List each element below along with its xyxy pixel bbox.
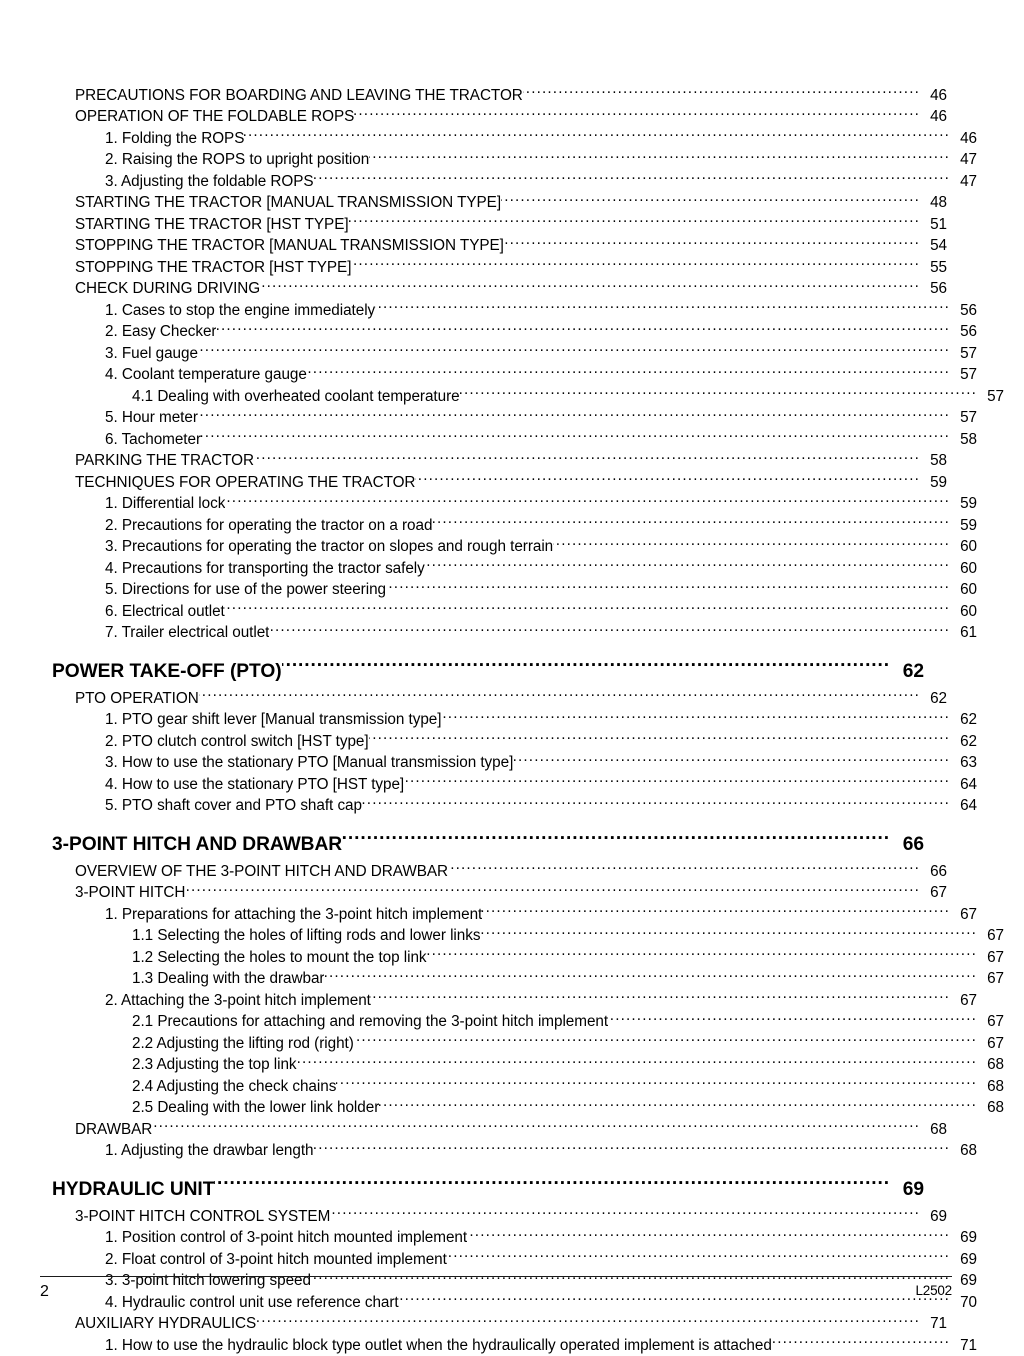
dot-leader — [441, 703, 950, 725]
toc-entry-page-number: 47 — [950, 149, 977, 171]
toc-entry[interactable] — [105, 358, 977, 380]
dot-leader — [386, 573, 950, 595]
toc-entry-page-number: 60 — [950, 536, 977, 558]
toc-entry-label: AUXILIARY HYDRAULICS — [75, 1313, 256, 1335]
dot-leader — [480, 919, 977, 941]
toc-entry-page-number: 62 — [890, 657, 924, 687]
toc-entry-label: 1.3 Dealing with the drawbar — [132, 968, 324, 990]
toc-entry[interactable] — [105, 703, 977, 725]
toc-entry-label: 5. Hour meter — [105, 407, 198, 429]
toc-entry-page-number: 67 — [977, 968, 1004, 990]
toc-entry-label: 2. Raising the ROPS to upright position — [105, 149, 369, 171]
toc-entry-page-number: 60 — [950, 601, 977, 623]
toc-entry[interactable] — [105, 508, 977, 530]
toc-entry[interactable] — [105, 422, 977, 444]
dot-leader — [460, 379, 977, 401]
dot-leader — [553, 530, 950, 552]
toc-entry-label: 3-POINT HITCH AND DRAWBAR — [52, 830, 342, 860]
dot-leader — [225, 594, 950, 616]
toc-entry-label: CHECK DURING DRIVING — [75, 278, 260, 300]
toc-entry-label: 1.1 Selecting the holes of lifting rods and lower links — [132, 925, 480, 947]
dot-leader — [282, 647, 890, 677]
toc-entry-page-number: 63 — [950, 752, 977, 774]
toc-entry-label: 1. Folding the ROPS — [105, 128, 244, 150]
toc-entry-label: 1. Cases to stop the engine immediately — [105, 300, 375, 322]
toc-entry-page-number: 68 — [950, 1140, 977, 1162]
dot-leader — [198, 401, 950, 423]
toc-entry[interactable] — [75, 78, 947, 100]
toc-entry-label: HYDRAULIC UNIT — [52, 1175, 214, 1205]
toc-entry[interactable] — [105, 594, 977, 616]
toc-entry-label: 2. Easy Checker — [105, 321, 216, 343]
toc-entry-page-number: 51 — [920, 214, 947, 236]
dot-leader — [379, 1091, 977, 1113]
toc-entry-page-number: 59 — [950, 515, 977, 537]
toc-entry[interactable] — [105, 487, 977, 509]
toc-chapter-entry[interactable] — [52, 1165, 924, 1195]
toc-entry-label: 3-POINT HITCH — [75, 882, 185, 904]
toc-entry-page-number: 68 — [977, 1097, 1004, 1119]
toc-entry-page-number: 61 — [950, 622, 977, 644]
dot-leader — [307, 358, 950, 380]
toc-entry-label: 6. Tachometer — [105, 429, 201, 451]
toc-entry-page-number: 69 — [890, 1175, 924, 1205]
toc-entry-label: TECHNIQUES FOR OPERATING THE TRACTOR — [75, 472, 415, 494]
toc-entry[interactable] — [75, 681, 947, 703]
toc-entry-label: 3. Adjusting the foldable ROPS — [105, 171, 314, 193]
toc-entry-label: 2. Precautions for operating the tractor on a road — [105, 515, 432, 537]
table-of-contents — [52, 78, 924, 1350]
dot-leader — [214, 1165, 890, 1195]
toc-chapter-entry[interactable] — [52, 647, 924, 677]
toc-entry-label: STARTING THE TRACTOR [HST TYPE] — [75, 214, 349, 236]
footer-page-number: 2 — [40, 1283, 49, 1301]
toc-entry-page-number: 57 — [950, 364, 977, 386]
toc-entry-page-number: 67 — [977, 1011, 1004, 1033]
toc-entry-page-number: 46 — [950, 128, 977, 150]
dot-leader — [362, 789, 950, 811]
toc-entry-page-number: 62 — [950, 709, 977, 731]
toc-entry-page-number: 69 — [950, 1227, 977, 1249]
toc-entry-page-number: 69 — [950, 1270, 977, 1292]
dot-leader — [254, 444, 920, 466]
dot-leader — [523, 78, 920, 100]
toc-entry-label: 7. Trailer electrical outlet — [105, 622, 269, 644]
dot-leader — [216, 315, 950, 337]
toc-entry-label: 2. PTO clutch control switch [HST type] — [105, 731, 369, 753]
toc-entry-page-number: 66 — [920, 861, 947, 883]
toc-entry-label: POWER TAKE-OFF (PTO) — [52, 657, 282, 687]
toc-entry-page-number: 67 — [950, 904, 977, 926]
toc-entry[interactable] — [105, 897, 977, 919]
dot-leader — [772, 1328, 950, 1350]
toc-entry-label: 1. Adjusting the drawbar length — [105, 1140, 314, 1162]
toc-entry-label: 1.2 Selecting the holes to mount the top link — [132, 947, 427, 969]
dot-leader — [269, 616, 950, 638]
toc-entry-label: 5. Directions for use of the power steering — [105, 579, 386, 601]
dot-leader — [354, 100, 920, 122]
toc-entry-page-number: 62 — [920, 688, 947, 710]
toc-entry-page-number: 67 — [977, 925, 1004, 947]
dot-leader — [371, 983, 950, 1005]
toc-entry[interactable] — [105, 1134, 977, 1156]
toc-entry-page-number: 47 — [950, 171, 977, 193]
toc-entry-label: 1. How to use the hydraulic block type outlet when the hydraulically operated implement is attached — [105, 1335, 772, 1356]
toc-entry-label: 1. PTO gear shift lever [Manual transmission type] — [105, 709, 441, 731]
toc-entry-label: 3. Precautions for operating the tractor on slopes and rough terrain — [105, 536, 553, 558]
toc-entry-page-number: 57 — [950, 407, 977, 429]
toc-entry-page-number: 62 — [950, 731, 977, 753]
toc-entry-label: 5. PTO shaft cover and PTO shaft cap — [105, 795, 362, 817]
toc-entry-label: 4.1 Dealing with overheated coolant temperature — [132, 386, 460, 408]
dot-leader — [504, 229, 920, 251]
toc-entry-label: 4. How to use the stationary PTO [HST type] — [105, 774, 404, 796]
toc-entry-page-number: 58 — [920, 450, 947, 472]
toc-entry-label: 3-POINT HITCH CONTROL SYSTEM — [75, 1206, 330, 1228]
toc-entry-label: PRECAUTIONS FOR BOARDING AND LEAVING THE TRACTOR — [75, 85, 523, 107]
toc-entry-page-number: 71 — [950, 1335, 977, 1356]
toc-entry-label: 2.5 Dealing with the lower link holder — [132, 1097, 379, 1119]
toc-entry-page-number: 58 — [950, 429, 977, 451]
toc-entry[interactable] — [75, 876, 947, 898]
dot-leader — [314, 1134, 951, 1156]
toc-entry-label: PARKING THE TRACTOR — [75, 450, 254, 472]
dot-leader — [256, 1307, 920, 1329]
toc-entry-page-number: 54 — [920, 235, 947, 257]
toc-entry-label: 4. Hydraulic control unit use reference chart — [105, 1292, 399, 1314]
toc-entry-page-number: 69 — [920, 1206, 947, 1228]
toc-entry-label: 3. Fuel gauge — [105, 343, 198, 365]
dot-leader — [354, 1026, 977, 1048]
toc-entry-page-number: 67 — [977, 947, 1004, 969]
dot-leader — [260, 272, 920, 294]
page-footer — [40, 1283, 952, 1301]
dot-leader — [513, 746, 950, 768]
toc-entry-label: STOPPING THE TRACTOR [MANUAL TRANSMISSION TYPE] — [75, 235, 504, 257]
toc-entry-page-number: 67 — [920, 882, 947, 904]
dot-leader — [185, 876, 920, 898]
toc-entry-page-number: 46 — [920, 85, 947, 107]
toc-entry-page-number: 59 — [950, 493, 977, 515]
dot-leader — [342, 820, 890, 850]
toc-entry-page-number: 68 — [977, 1076, 1004, 1098]
toc-entry[interactable] — [105, 336, 977, 358]
toc-entry-page-number: 67 — [950, 990, 977, 1012]
toc-entry-label: DRAWBAR — [75, 1119, 152, 1141]
toc-entry-label: 3. 3-point hitch lowering speed — [105, 1270, 311, 1292]
toc-entry[interactable] — [75, 1112, 947, 1134]
toc-entry-label: 2.4 Adjusting the check chains — [132, 1076, 336, 1098]
dot-leader — [432, 508, 950, 530]
toc-entry-label: 2. Float control of 3-point hitch mounted implement — [105, 1249, 447, 1271]
dot-leader — [324, 962, 977, 984]
toc-entry-label: 2. Attaching the 3-point hitch implement — [105, 990, 371, 1012]
toc-entry-page-number: 48 — [920, 192, 947, 214]
toc-entry-page-number: 56 — [950, 321, 977, 343]
dot-leader — [427, 940, 977, 962]
dot-leader — [314, 164, 950, 186]
toc-entry-label: 2.1 Precautions for attaching and removing the 3-point hitch implement — [132, 1011, 608, 1033]
toc-entry[interactable] — [105, 315, 977, 337]
toc-entry-label: OVERVIEW OF THE 3-POINT HITCH AND DRAWBAR — [75, 861, 448, 883]
dot-leader — [369, 143, 950, 165]
toc-entry-page-number: 60 — [950, 558, 977, 580]
toc-entry-label: 4. Coolant temperature gauge — [105, 364, 307, 386]
dot-leader — [225, 487, 950, 509]
dot-leader — [199, 681, 920, 703]
toc-entry-label: 6. Electrical outlet — [105, 601, 225, 623]
footer-divider — [40, 1276, 952, 1277]
dot-leader — [201, 422, 950, 444]
toc-entry-page-number: 56 — [920, 278, 947, 300]
dot-leader — [415, 465, 920, 487]
toc-entry[interactable] — [105, 401, 977, 423]
toc-entry-label: 4. Precautions for transporting the tractor safely — [105, 558, 425, 580]
dot-leader — [351, 250, 920, 272]
toc-entry-page-number: 64 — [950, 774, 977, 796]
toc-chapter-entry[interactable] — [52, 820, 924, 850]
toc-entry-page-number: 59 — [920, 472, 947, 494]
toc-entry-page-number: 46 — [920, 106, 947, 128]
toc-entry-page-number: 67 — [977, 1033, 1004, 1055]
toc-entry-page-number: 66 — [890, 830, 924, 860]
toc-entry[interactable] — [105, 616, 977, 638]
dot-leader — [297, 1048, 977, 1070]
toc-entry-page-number: 57 — [977, 386, 1004, 408]
toc-entry-page-number: 55 — [920, 257, 947, 279]
dot-leader — [467, 1221, 950, 1243]
toc-entry-label: 1. Preparations for attaching the 3-point hitch implement — [105, 904, 482, 926]
dot-leader — [198, 336, 950, 358]
dot-leader — [482, 897, 950, 919]
toc-entry-label: 3. How to use the stationary PTO [Manual transmission type] — [105, 752, 513, 774]
dot-leader — [448, 854, 920, 876]
dot-leader — [369, 724, 950, 746]
dot-leader — [404, 767, 950, 789]
toc-entry-label: OPERATION OF THE FOLDABLE ROPS — [75, 106, 354, 128]
toc-entry[interactable] — [75, 444, 947, 466]
toc-entry-page-number: 71 — [920, 1313, 947, 1335]
toc-entry-label: STOPPING THE TRACTOR [HST TYPE] — [75, 257, 351, 279]
dot-leader — [152, 1112, 920, 1134]
dot-leader — [336, 1069, 977, 1091]
dot-leader — [375, 293, 950, 315]
dot-leader — [447, 1242, 950, 1264]
toc-entry-label: 1. Differential lock — [105, 493, 225, 515]
toc-entry-page-number: 56 — [950, 300, 977, 322]
dot-leader — [311, 1264, 950, 1286]
dot-leader — [244, 121, 950, 143]
toc-entry-page-number: 68 — [977, 1054, 1004, 1076]
footer-document-code: L2502 — [915, 1283, 952, 1298]
toc-entry-page-number: 69 — [950, 1249, 977, 1271]
toc-entry-label: PTO OPERATION — [75, 688, 199, 710]
toc-entry-page-number: 68 — [920, 1119, 947, 1141]
toc-entry-page-number: 64 — [950, 795, 977, 817]
toc-entry-label: 2.3 Adjusting the top link — [132, 1054, 297, 1076]
dot-leader — [349, 207, 920, 229]
toc-entry-page-number: 70 — [950, 1292, 977, 1314]
toc-entry-label: 1. Position control of 3-point hitch mounted implement — [105, 1227, 467, 1249]
toc-entry-label: 2.2 Adjusting the lifting rod (right) — [132, 1033, 354, 1055]
toc-entry-page-number: 57 — [950, 343, 977, 365]
toc-entry-label: STARTING THE TRACTOR [MANUAL TRANSMISSION TYPE] — [75, 192, 501, 214]
dot-leader — [501, 186, 920, 208]
toc-entry-page-number: 60 — [950, 579, 977, 601]
dot-leader — [425, 551, 950, 573]
dot-leader — [330, 1199, 920, 1221]
dot-leader — [608, 1005, 977, 1027]
